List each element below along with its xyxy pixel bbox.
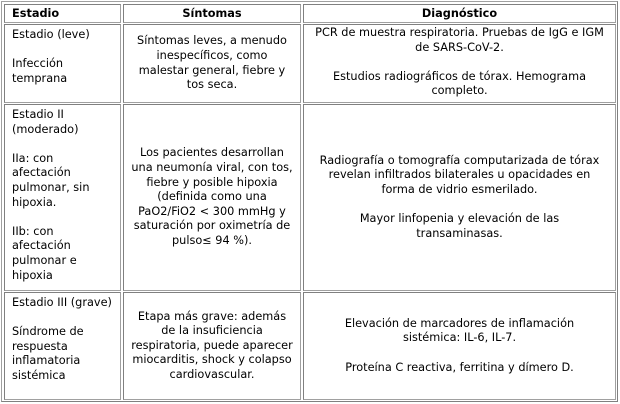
row-2-sintomas [123, 104, 301, 291]
row-3-estadio: Estadio III (grave) Síndrome de respuesta inflamatoria sistémica [4, 292, 121, 400]
header-sintomas: Síntomas [123, 4, 301, 23]
header-diagnostico: Diagnóstico [303, 4, 616, 23]
row-1-diagnostico [303, 24, 616, 103]
row-3-diagnostico-text: Elevación de marcadores de inflamación sistémica: IL-6, IL-7. Proteína C reactiva, ferritina y dímero D. [344, 316, 575, 374]
row-3-sintomas-text: Etapa más grave: además de la insuficiencia respiratoria, puede aparecer miocarditis, shock y colapso cardiovascular. [131, 309, 293, 381]
row-3-diagnostico [303, 292, 616, 400]
row-2-estadio: Estadio II (moderado) IIa: con afectación pulmonar, sin hipoxia. IIb: con afectación pulmonar e hipoxia [4, 104, 121, 291]
row-2-sintomas-text: Los pacientes desarrollan una neumonía viral, con tos, fiebre y posible hipoxia (definida como una PaO2/FiO2 < 300 mmHg y saturación por oximetría de pulso≤ 94 %). [131, 146, 293, 247]
row-1-sintomas-text: Síntomas leves, a menudo inespecíficos, como malestar general, fiebre y tos seca. [137, 34, 287, 92]
row-1-estadio: Estadio (leve) Infección temprana [4, 24, 121, 103]
header-estadio: Estadio [4, 4, 121, 23]
row-3-sintomas [123, 292, 301, 400]
row-1-diagnostico-text: PCR de muestra respiratoria. Pruebas de IgG e IGM de SARS-CoV-2. Estudios radiográficos de tórax. Hemograma completo. [315, 26, 604, 98]
row-1-sintomas [123, 24, 301, 103]
row-2-diagnostico-text: Radiografía o tomografía computarizada de tórax revelan infiltrados bilaterales u opacidades en forma de vidrio esmerilado. Mayor linfopenia y elevación de las transaminasas. [319, 153, 600, 240]
row-2-diagnostico [303, 104, 616, 291]
